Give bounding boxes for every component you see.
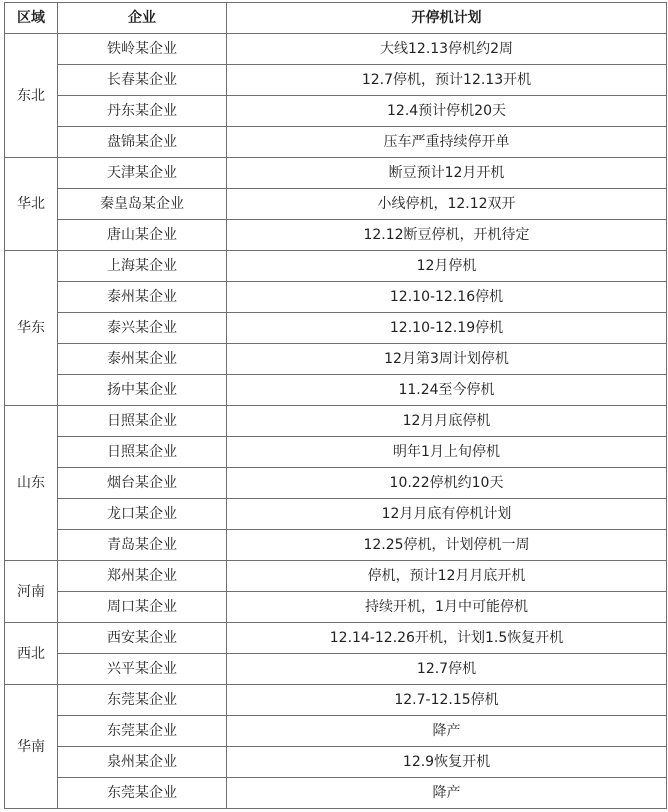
table-row xyxy=(5,313,667,344)
plan-cell: 断豆预计12月开机 xyxy=(227,158,667,189)
region-cell: 华东 xyxy=(5,251,58,406)
region-cell: 东北 xyxy=(5,34,58,158)
table-body xyxy=(5,34,667,809)
company-cell: 龙口某企业 xyxy=(58,499,227,530)
region-cell: 华北 xyxy=(5,158,58,251)
company-cell: 丹东某企业 xyxy=(58,96,227,127)
company-cell: 泰兴某企业 xyxy=(58,313,227,344)
company-cell: 日照某企业 xyxy=(58,406,227,437)
company-cell: 青岛某企业 xyxy=(58,530,227,561)
table-row xyxy=(5,375,667,406)
table-row xyxy=(5,685,667,716)
region-cell: 西北 xyxy=(5,623,58,685)
company-cell: 泉州某企业 xyxy=(58,747,227,778)
table-row xyxy=(5,561,667,592)
company-cell: 周口某企业 xyxy=(58,592,227,623)
header-row xyxy=(5,3,667,34)
plan-cell: 12月月底有停机计划 xyxy=(227,499,667,530)
header-region: 区域 xyxy=(5,3,58,34)
plan-cell: 大线12.13停机约2周 xyxy=(227,34,667,65)
company-cell: 泰州某企业 xyxy=(58,282,227,313)
table-row xyxy=(5,499,667,530)
table-row xyxy=(5,623,667,654)
plan-cell: 11.24至今停机 xyxy=(227,375,667,406)
plan-cell: 12.7停机，预计12.13开机 xyxy=(227,65,667,96)
plan-cell: 12.10-12.19停机 xyxy=(227,313,667,344)
plan-cell: 12.7停机 xyxy=(227,654,667,685)
plan-cell: 12.14-12.26开机，计划1.5恢复开机 xyxy=(227,623,667,654)
plan-cell: 小线停机，12.12双开 xyxy=(227,189,667,220)
table-row xyxy=(5,127,667,158)
table-row xyxy=(5,468,667,499)
table-row xyxy=(5,189,667,220)
company-cell: 西安某企业 xyxy=(58,623,227,654)
region-cell: 河南 xyxy=(5,561,58,623)
plan-cell: 12.9恢复开机 xyxy=(227,747,667,778)
plan-cell: 12.4预计停机20天 xyxy=(227,96,667,127)
header-company: 企业 xyxy=(58,3,227,34)
table-row xyxy=(5,220,667,251)
company-cell: 天津某企业 xyxy=(58,158,227,189)
company-cell: 烟台某企业 xyxy=(58,468,227,499)
plan-cell: 12月第3周计划停机 xyxy=(227,344,667,375)
company-cell: 兴平某企业 xyxy=(58,654,227,685)
company-cell: 东莞某企业 xyxy=(58,685,227,716)
table-row xyxy=(5,344,667,375)
plan-cell: 12月月底停机 xyxy=(227,406,667,437)
shutdown-plan-table xyxy=(4,2,667,809)
company-cell: 唐山某企业 xyxy=(58,220,227,251)
company-cell: 秦皇岛某企业 xyxy=(58,189,227,220)
company-cell: 东莞某企业 xyxy=(58,716,227,747)
region-cell: 华南 xyxy=(5,685,58,809)
header-plan: 开停机计划 xyxy=(227,3,667,34)
plan-cell: 停机，预计12月月底开机 xyxy=(227,561,667,592)
company-cell: 泰州某企业 xyxy=(58,344,227,375)
plan-cell: 12月停机 xyxy=(227,251,667,282)
plan-cell: 压车严重持续停开单 xyxy=(227,127,667,158)
table-row xyxy=(5,716,667,747)
table-row xyxy=(5,406,667,437)
company-cell: 扬中某企业 xyxy=(58,375,227,406)
plan-cell: 12.25停机，计划停机一周 xyxy=(227,530,667,561)
company-cell: 盘锦某企业 xyxy=(58,127,227,158)
company-cell: 郑州某企业 xyxy=(58,561,227,592)
table-row xyxy=(5,282,667,313)
plan-cell: 持续开机，1月中可能停机 xyxy=(227,592,667,623)
table-row xyxy=(5,437,667,468)
plan-cell: 12.7-12.15停机 xyxy=(227,685,667,716)
table-row xyxy=(5,747,667,778)
table-row xyxy=(5,592,667,623)
table-row xyxy=(5,34,667,65)
company-cell: 东莞某企业 xyxy=(58,778,227,809)
plan-cell: 明年1月上旬停机 xyxy=(227,437,667,468)
table-row xyxy=(5,654,667,685)
table-row xyxy=(5,96,667,127)
plan-cell: 10.22停机约10天 xyxy=(227,468,667,499)
company-cell: 铁岭某企业 xyxy=(58,34,227,65)
table-row xyxy=(5,251,667,282)
plan-cell: 降产 xyxy=(227,716,667,747)
plan-cell: 12.10-12.16停机 xyxy=(227,282,667,313)
company-cell: 上海某企业 xyxy=(58,251,227,282)
plan-cell: 降产 xyxy=(227,778,667,809)
table-row xyxy=(5,530,667,561)
table-row xyxy=(5,778,667,809)
company-cell: 日照某企业 xyxy=(58,437,227,468)
company-cell: 长春某企业 xyxy=(58,65,227,96)
table-row xyxy=(5,158,667,189)
region-cell: 山东 xyxy=(5,406,58,561)
table-row xyxy=(5,65,667,96)
plan-cell: 12.12断豆停机，开机待定 xyxy=(227,220,667,251)
